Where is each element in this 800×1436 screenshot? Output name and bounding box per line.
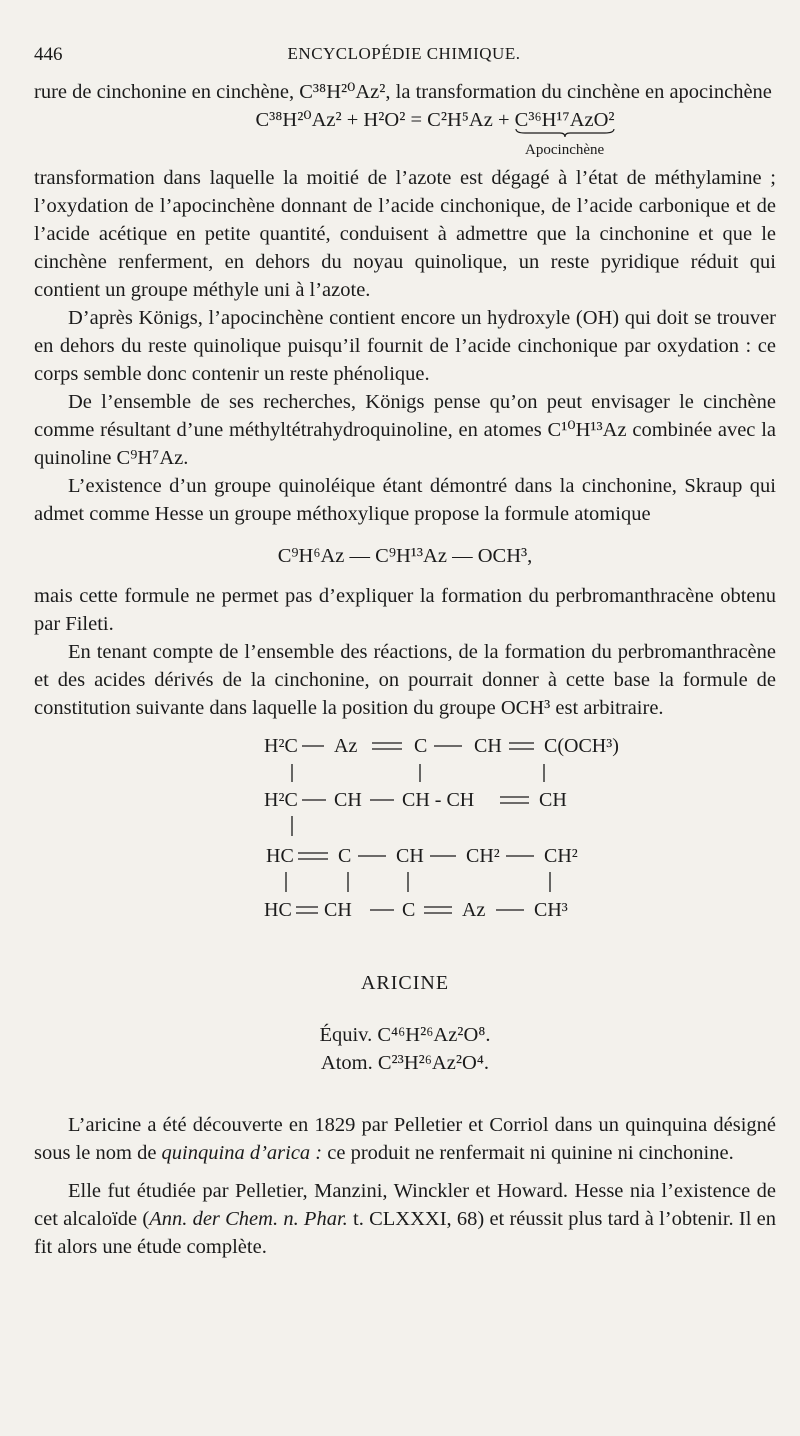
paragraph-5: L’existence d’un groupe quinoléique étant démontré dans la cinchonine, Skraup qui admet comme Hesse un groupe méthoxylique propose la formule atomique xyxy=(34,475,776,525)
struct-r3-e: CH² xyxy=(544,845,578,867)
struct-r4-a: HC xyxy=(264,899,292,921)
paragraph-8-italic: quinquina d’arica : xyxy=(161,1142,323,1164)
equivalent-formula: Équiv. C⁴⁶H²⁶Az²O⁸. xyxy=(319,1024,491,1046)
structural-formula xyxy=(34,724,776,989)
equation-1-braced-group xyxy=(514,106,615,158)
struct-r1-d: CH xyxy=(474,735,502,757)
paragraph-8-b: ce produit ne renfermait ni quinine ni cinchonine. xyxy=(322,1142,734,1164)
paragraph-9-a: Elle fut étudiée par Pelletier, Manzini, Winckler et Howard. Hesse nia l’existence de cet alcaloïde ( xyxy=(34,1180,776,1230)
struct-r2-c: CH - CH xyxy=(402,789,475,811)
equation-1 xyxy=(94,106,776,164)
struct-r2-b: CH xyxy=(334,789,362,811)
struct-r3-b: C xyxy=(338,845,352,867)
struct-r4-b: CH xyxy=(324,899,352,921)
struct-r4-e: CH³ xyxy=(534,899,568,921)
struct-r1-b: Az xyxy=(334,735,358,757)
struct-r3-a: HC xyxy=(266,845,294,867)
paragraph-9 xyxy=(34,1177,776,1261)
paragraph-3: D’après Königs, l’apocinchène contient encore un hydroxyle (OH) qui doit se trouver en dehors du reste quinolique puisqu’il fournit de l’acide cinchonique par oxydation : ce corps semble donc contenir un reste phénolique. xyxy=(34,307,776,385)
equation-1-left: C³⁸H²⁰Az² + H²O² = C²H⁵Az + xyxy=(255,109,515,131)
struct-r1-c: C xyxy=(414,735,428,757)
body-text xyxy=(34,78,776,1261)
paragraph-6: mais cette formule ne permet pas d’expliquer la formation du perbromanthracène obtenu par Fileti. xyxy=(34,585,776,635)
equation-2: C⁹H⁶Az — C⁹H¹³Az — OCH³, xyxy=(277,545,533,567)
structural-formula-svg xyxy=(34,724,776,989)
struct-r4-d: Az xyxy=(462,899,486,921)
section-title: ARICINE xyxy=(360,972,450,994)
paragraph-8 xyxy=(34,1111,776,1167)
struct-r3-c: CH xyxy=(396,845,424,867)
page-number: 446 xyxy=(34,44,63,65)
page-header xyxy=(34,38,774,68)
running-head: ENCYCLOPÉDIE CHIMIQUE. xyxy=(287,44,521,63)
struct-r4-c: C xyxy=(402,899,416,921)
apocinchene-label: Apocinchène xyxy=(525,142,605,158)
struct-r1-e: C(OCH³) xyxy=(544,735,619,757)
paragraph-8-a: L’aricine a été découverte en 1829 par Pelletier et Corriol dans un quinquina désigné sous le nom de xyxy=(34,1114,776,1164)
paragraph-9-italic: Ann. der Chem. n. Phar. xyxy=(149,1208,348,1230)
paragraph-9-b: t. CLXXXI, 68) et réussit plus tard à l’obtenir. Il en fit alors une étude complète. xyxy=(34,1208,777,1258)
atomic-formula: Atom. C²³H²⁶Az²O⁴. xyxy=(320,1052,490,1074)
struct-r1-a: H²C xyxy=(264,735,298,757)
paragraph-4: De l’ensemble de ses recherches, Königs pense qu’on peut envisager le cinchène comme résultant d’une méthyltétrahydroquinoline, en atomes C¹⁰H¹³Az combinée avec la quinoline C⁹H⁷Az. xyxy=(34,391,776,469)
paragraph-2: transformation dans laquelle la moitié de l’azote est dégagé à l’état de méthylamine ; l’oxydation de l’apocinchène donnant de l’acide cinchonique, de l’acide carbonique et de l’acide acétique en petite quantité, conduisent à admettre que la cinchonine et que le cinchène renferment, en dehors du noyau quinolique, un reste pyridique réduit qui contient un groupe méthyle uni à l’azote. xyxy=(34,167,776,301)
struct-r2-a: H²C xyxy=(264,789,298,811)
paragraph-1: rure de cinchonine en cinchène, C³⁸H²⁰Az², la transformation du cinchène en apocinchène xyxy=(34,81,772,103)
equation-1-braced: C³⁶H¹⁷AzO² xyxy=(514,109,615,131)
page xyxy=(30,0,782,1436)
struct-r2-d: CH xyxy=(539,789,567,811)
paragraph-7: En tenant compte de l’ensemble des réactions, de la formation du perbromanthracène et des acides dérivés de la cinchonine, on pourrait donner à cette base la formule de constitution suivante dans laquelle la position du groupe OCH³ est arbitraire. xyxy=(34,641,776,719)
struct-r3-d: CH² xyxy=(466,845,500,867)
